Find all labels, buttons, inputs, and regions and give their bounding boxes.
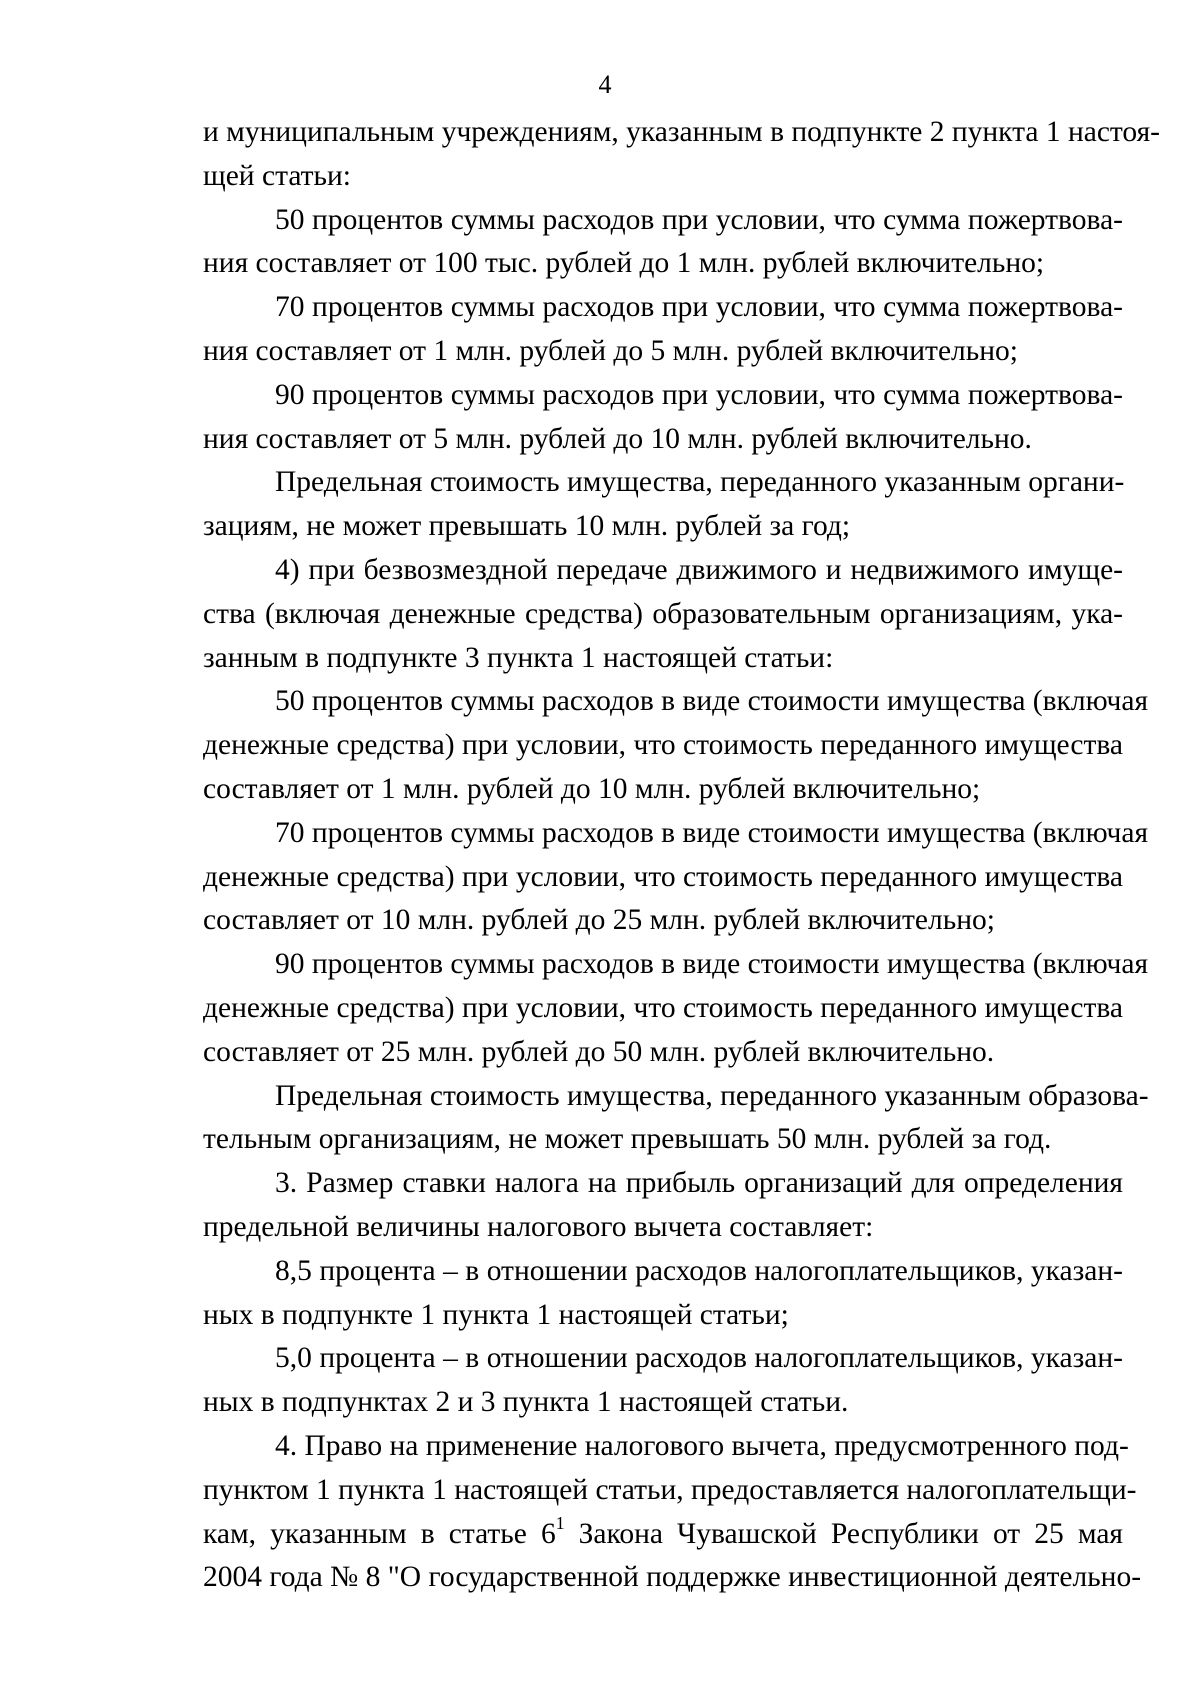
text-line: 70 процентов суммы расходов в виде стоимости имущества (включая: [275, 816, 1149, 849]
text-line-with-superscript: [203, 1513, 1123, 1557]
text-line: ных в подпунктах 2 и 3 пункта 1 настоящей статьи.: [203, 1386, 849, 1419]
paragraph: [203, 1425, 1142, 1600]
text-line: 8,5 процента – в отношении расходов налогоплательщиков, указан-: [275, 1254, 1123, 1287]
text-line: пунктом 1 пункта 1 настоящей статьи, предоставляется налогоплательщи-: [203, 1473, 1137, 1506]
paragraph: [203, 1337, 1123, 1425]
paragraph: [203, 1075, 1149, 1163]
superscript-marker: 1: [555, 1512, 565, 1533]
text-line: 2004 года № 8 "О государственной поддержке инвестиционной деятельно-: [203, 1561, 1142, 1594]
text-line: денежные средства) при условии, что стоимость переданного имущества: [203, 860, 1123, 893]
text-line: занным в подпункте 3 пункта 1 настоящей статьи:: [203, 641, 834, 674]
text-line: 70 процентов суммы расходов при условии, что сумма пожертвова-: [275, 291, 1123, 324]
paragraph: [203, 199, 1123, 287]
text-line: и муниципальным учреждениям, указанным в подпункте 2 пункта 1 настоя-: [203, 116, 1161, 148]
text-line: денежные средства) при условии, что стоимость переданного имущества: [203, 991, 1123, 1024]
text-line: тельным организациям, не может превышать 50 млн. рублей за год.: [203, 1123, 1052, 1156]
text-line: 5,0 процента – в отношении расходов налогоплательщиков, указан-: [275, 1342, 1123, 1375]
text-line: ния составляет от 1 млн. рублей до 5 млн. рублей включительно;: [203, 334, 1018, 367]
text-line: денежные средства) при условии, что стоимость переданного имущества: [203, 729, 1123, 762]
document-body: [203, 111, 1161, 1600]
paragraph: [203, 549, 1123, 680]
paragraph: [203, 461, 1123, 549]
text-line: ния составляет от 100 тыс. рублей до 1 млн. рублей включительно;: [203, 247, 1045, 280]
text-line: 90 процентов суммы расходов в виде стоимости имущества (включая: [275, 948, 1149, 981]
text-line: 50 процентов суммы расходов при условии, что сумма пожертвова-: [275, 203, 1123, 236]
paragraph: [203, 943, 1149, 1074]
text-line: щей статьи:: [203, 159, 351, 192]
paragraph: [203, 812, 1149, 943]
text-line: 90 процентов суммы расходов при условии, что сумма пожертвова-: [275, 378, 1123, 411]
text-line: 3. Размер ставки налога на прибыль организаций для определения: [275, 1167, 1123, 1200]
text-line: 50 процентов суммы расходов в виде стоимости имущества (включая: [275, 685, 1149, 718]
text-line: Предельная стоимость имущества, переданного указанным органи-: [275, 466, 1125, 499]
text-line: составляет от 1 млн. рублей до 10 млн. рублей включительно;: [203, 772, 981, 805]
paragraph: [203, 1250, 1123, 1338]
text-line: ства (включая денежные средства) образовательным организациям, ука-: [203, 597, 1123, 630]
text-line: предельной величины налогового вычета составляет:: [203, 1210, 874, 1243]
text-line: составляет от 10 млн. рублей до 25 млн. рублей включительно;: [203, 904, 995, 937]
text-fragment: Закона Чувашской Республики от 25 мая: [564, 1517, 1123, 1550]
paragraph: [203, 680, 1149, 811]
text-line: составляет от 25 млн. рублей до 50 млн. рублей включительно.: [203, 1035, 995, 1068]
paragraph: [203, 374, 1123, 462]
text-line: ных в подпункте 1 пункта 1 настоящей статьи;: [203, 1298, 789, 1331]
text-fragment: кам, указанным в статье 6: [203, 1517, 556, 1550]
paragraph: [203, 111, 1161, 199]
text-line: ния составляет от 5 млн. рублей до 10 млн. рублей включительно.: [203, 422, 1032, 455]
page-number: 4: [598, 70, 612, 99]
text-line: Предельная стоимость имущества, переданного указанным образова-: [275, 1079, 1149, 1112]
text-line: 4. Право на применение налогового вычета, предусмотренного под-: [275, 1429, 1129, 1462]
paragraph: [203, 286, 1123, 374]
text-line: зациям, не может превышать 10 млн. рублей за год;: [203, 510, 851, 543]
text-line: 4) при безвозмездной передаче движимого и недвижимого имуще-: [275, 553, 1123, 586]
paragraph: [203, 1162, 1123, 1250]
